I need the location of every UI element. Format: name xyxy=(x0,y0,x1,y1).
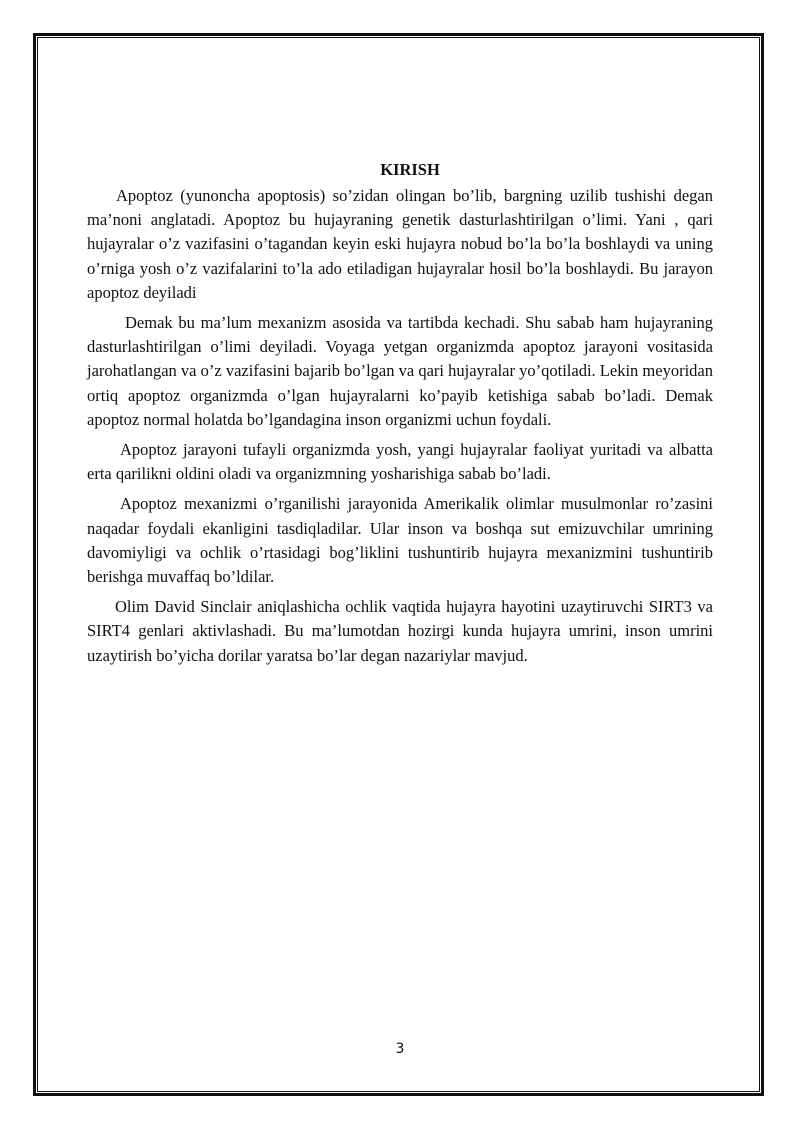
paragraph-3: Apoptoz jarayoni tufayli organizmda yosh, yangi hujayralar faoliyat yuritadi va albatta erta qarilikni oldini oladi va organizmning yosharishiga sabab bo’ladi. xyxy=(87,440,713,484)
page-title: KIRISH xyxy=(380,160,440,179)
paragraph-5: Olim David Sinclair aniqlashicha ochlik vaqtida hujayra hayotini uzaytiruvchi SIRT3 va SIRT4 genlari aktivlashadi. Bu ma’lumotdan hozirgi kunda hujayra umrini, inson umrini uzaytirish bo’yicha dorilar yaratsa bo’lar degan nazariylar mavjud. xyxy=(87,597,713,665)
page-number: 3 xyxy=(395,1041,405,1057)
paragraph-2: Demak bu ma’lum mexanizm asosida va tartibda kechadi. Shu sabab ham hujayraning dasturlashtirilgan o’limi deyiladi. Voyaga yetgan organizmda apoptoz jarayoni vositasida jarohatlangan va o’z vazifasini bajarib bo’lgan va qari hujayralar yo’qotiladi. Lekin meyoridan ortiq apoptoz organizmda o’lgan hujayralarni ko’payib ketishiga sabab bo’ladi. Demak apoptoz normal holatda bo’lgandagina inson organizmi uchun foydali. xyxy=(87,313,713,429)
paragraph-1: Apoptoz (yunoncha apoptosis) so’zidan olingan bo’lib, bargning uzilib tushishi degan ma’noni anglatadi. Apoptoz bu hujayraning genetik dasturlashtirilgan o’limi. Yani , qari hujayralar o’z vazifasini o’tagandan keyin eski hujayra nobud bo’la bo’la boshlaydi va uning o’rniga yosh o’z vazifalarini to’la ado etiladigan hujayralar hosil bo’la boshlaydi. Bu jarayon apoptoz deyiladi xyxy=(87,186,713,302)
document-body xyxy=(87,158,713,674)
paragraph-4: Apoptoz mexanizmi o’rganilishi jarayonida Amerikalik olimlar musulmonlar ro’zasini naqadar foydali ekanligini tasdiqladilar. Ular inson va boshqa sut emizuvchilar umrining davomiyligi va ochlik o’rtasidagi bog’liklini tushuntirib hujayra mexanizmini tushuntirib berishga muvaffaq bo’ldilar. xyxy=(87,494,713,587)
